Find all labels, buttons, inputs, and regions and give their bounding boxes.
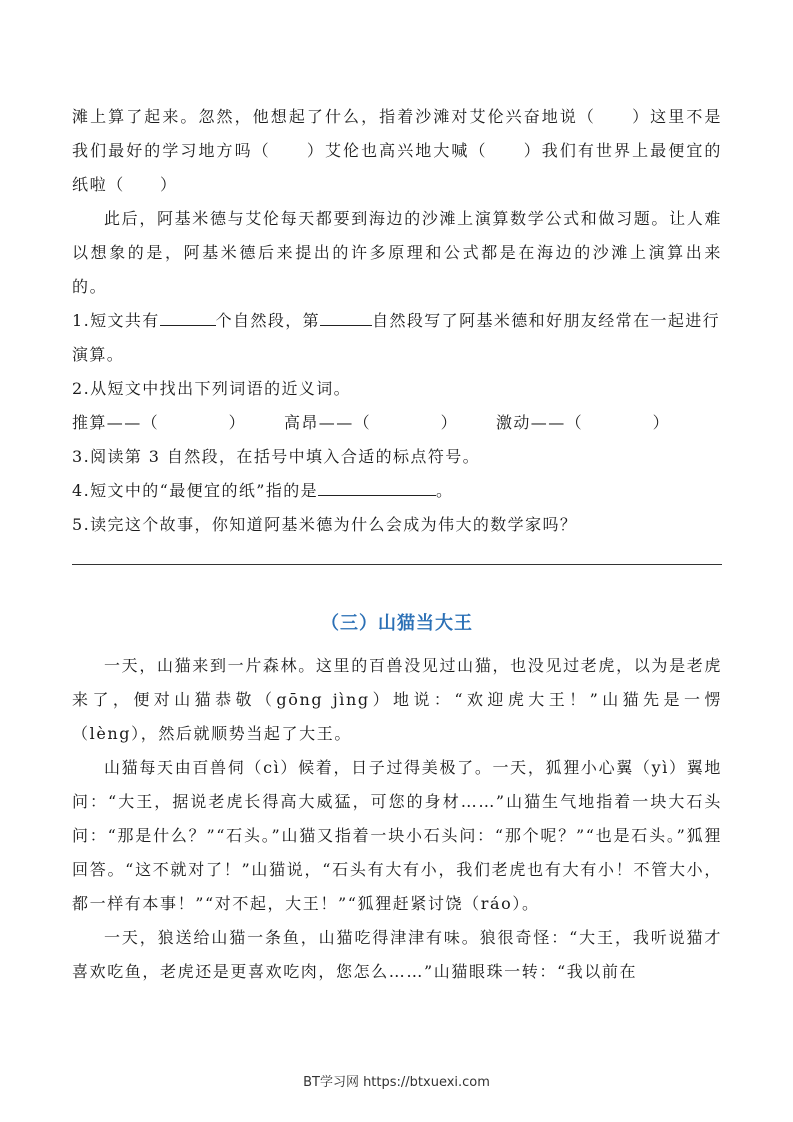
emphasis-dotted-text: 小心翼 (580, 758, 634, 777)
question-3: 3.阅读第 3 自然段，在括号中填入合适的标点符号。 (72, 447, 481, 466)
answer-blank[interactable] (160, 307, 216, 326)
story-paragraph-3: 一天，狼送给山猫一条鱼，山猫吃得津津有味。狼很奇怪：“大王，我听说猫才喜欢吃鱼，老虎还是更喜欢吃肉，您怎么……”山猫眼珠一转：“我以前在 (72, 928, 722, 981)
story-title: （三）山猫当大王 (321, 613, 473, 634)
passage-paragraph-4: 此后，阿基米德与艾伦每天都要到海边的沙滩上演算数学公式和做习题。让人难以想象的是，阿基米德后来提出的许多原理和公式都是在海边的沙滩上演算出来的。 (72, 209, 722, 296)
synonym-row (72, 406, 722, 440)
document-page (72, 100, 722, 989)
synonym-item: 推算——（ ） (72, 413, 247, 432)
question-4: 4.短文中的“最便宜的纸”指的是 。 (72, 474, 722, 508)
question-5: 5.读完这个故事，你知道阿基米德为什么会成为伟大的数学家吗？ (72, 515, 578, 534)
synonym-item: 高昂——（ ） (284, 413, 459, 432)
synonym-item: 激动——（ ） (496, 413, 671, 432)
answer-blank[interactable] (320, 307, 372, 326)
story-paragraph-2: 山猫每天由百兽伺（cì）候着，日子过得美极了。一天，狐狸小心翼（yì）翼地问：“大王，据说老虎长得高大威猛，可您的身材……”山猫生气地指着一块大石头问：“那是什么？”“石头。”山猫又指着一块小石头问：“那个呢？”“也是石头。”狐狸回答。“这不就对了！”山猫说，“石头有大有小，我们老虎也有大有小！不管大小，都一样有本事！”“对不起，大王！”“狐狸赶紧讨饶（ráo）。 (72, 758, 722, 913)
passage-paragraph-3-end: 滩上算了起来。忽然，他想起了什么，指着沙滩对艾伦兴奋地说（ ）这里不是我们最好的学习地方吗（ ）艾伦也高兴地大喊（ ）我们有世界上最便宜的纸啦（ ） (72, 107, 722, 194)
answer-blank[interactable] (318, 477, 436, 496)
section-divider (72, 564, 722, 565)
page-footer: BT学习网 https://btxuexi.com (303, 1075, 490, 1090)
question-1: 1.短文共有 个自然段，第 自然段写了阿基米德和好朋友经常在一起进行演算。 (72, 304, 722, 372)
story-paragraph-1: 一天，山猫来到一片森林。这里的百兽没见过山猫，也没见过老虎，以为是老虎来了，便对山猫恭敬（gōng jìng）地说：“欢迎虎大王！”山猫先是一愣（lèng），然后就顺势当起了大王。 (72, 656, 722, 743)
question-2: 2.从短文中找出下列词语的近义词。 (72, 379, 352, 398)
